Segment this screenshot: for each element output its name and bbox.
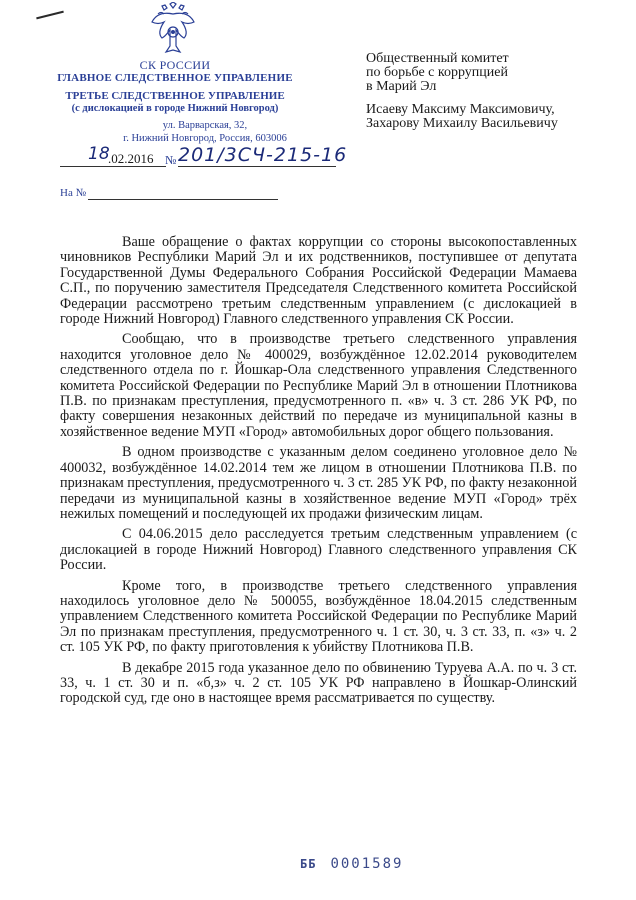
- org-name-third-department: ТРЕТЬЕ СЛЕДСТВЕННОЕ УПРАВЛЕНИЕ: [65, 90, 285, 102]
- org-address-street: ул. Варварская, 32,: [162, 120, 248, 131]
- reply-to-underline: [88, 199, 278, 200]
- body-paragraph: Сообщаю, что в производстве третьего следственного управления находится уголовное дело № 400029, возбуждённое 12.02.2014 руководителем следственного отдела по г. Йошкар-Ола следственного управления Следственного комитета Российской Федерации по Республике Марий Эл в отношении Плотникова П.В. по признакам преступления, предусмотренного п. «в» ч. 3 ст. 286 УК РФ, по факту совершения незаконных действий по передаче из муниципальной казны в хозяйственное ведение МУП «Город» автомобильных дорог общего пользования.: [60, 331, 577, 440]
- recipient-person: Захарову Михаилу Васильевичу: [366, 116, 558, 131]
- body-paragraph: С 04.06.2015 дело расследуется третьим следственным управлением (с дислокацией в городе Нижний Новгород) Главного следственного управления СК России.: [60, 526, 577, 574]
- blank-serial-number: 0001589: [330, 856, 404, 872]
- recipient-person: Исаеву Максиму Максимовичу,: [366, 102, 555, 117]
- recipient-line: Общественный комитет: [366, 51, 509, 66]
- blank-series: ББ: [300, 857, 317, 871]
- handwritten-registration-number: 201/3СЧ-215-16: [178, 144, 348, 166]
- number-underline: [178, 166, 336, 167]
- org-name-main-department: ГЛАВНОЕ СЛЕДСТВЕННОЕ УПРАВЛЕНИЕ: [57, 72, 293, 84]
- reply-to-label: На №: [60, 187, 87, 199]
- body-paragraph: В декабре 2015 года указанное дело по обвинению Туруева А.А. по ч. 3 ст. 33, ч. 1 ст. 30 и п. «б,з» ч. 2 ст. 105 УК РФ направлено в Йошкар-Олинский городской суд, где оно в настоящее время рассматривается по существу.: [60, 659, 577, 707]
- double-headed-eagle-icon: [150, 2, 196, 56]
- letter-body: [60, 235, 577, 712]
- blank-serial: [300, 856, 403, 872]
- number-label: №: [165, 153, 177, 167]
- recipient-line: по борьбе с коррупцией: [366, 65, 508, 80]
- recipient-line: в Марий Эл: [366, 79, 437, 94]
- body-paragraph: Ваше обращение о фактах коррупции со стороны высокопоставленных чиновников Республики Марий Эл и их родственников, поступившее от депутата Государственной Думы Федерального Собрания Российской Федерации Мамаева С.П., по поручению заместителя Председателя Следственного комитета Российской Федерации рассмотрено третьим следственным управлением (с дислокацией в городе Нижний Новгород) Главного следственного управления СК России.: [60, 234, 577, 328]
- org-location-note: (с дислокацией в городе Нижний Новгород): [71, 103, 279, 114]
- handwritten-date-day: 18: [88, 144, 110, 164]
- body-paragraph: В одном производстве с указанным делом соединено уголовное дело № 400032, возбуждённое 14.02.2014 тем же лицом в отношении Плотникова П.В. по признакам преступления, предусмотренного ч. 3 ст. 285 УК РФ, по факту незаконной передачи из муниципальной казны в хозяйственное ведение МУП «Город» трёх нежилых помещений и последующей их продажи физическим лицам.: [60, 444, 577, 522]
- org-name-sk-russia: СК РОССИИ: [139, 58, 211, 72]
- body-paragraph: Кроме того, в производстве третьего следственного управления находилось уголовное дело № 500055, возбуждённое 18.04.2015 следственным управлением Следственного комитета Российской Федерации по Республике Марий Эл по признакам преступления, предусмотренного ч. 1 ст. 30, ч. 3 ст. 33, п. «з» ч. 2 ст. 105 УК РФ, по факту приготовления к убийству Плотникова П.В.: [60, 577, 577, 656]
- printed-date: .02.2016: [108, 151, 154, 166]
- org-address-city: г. Нижний Новгород, Россия, 603006: [123, 133, 287, 144]
- pen-stroke-mark: [36, 11, 64, 20]
- date-underline: [60, 166, 166, 167]
